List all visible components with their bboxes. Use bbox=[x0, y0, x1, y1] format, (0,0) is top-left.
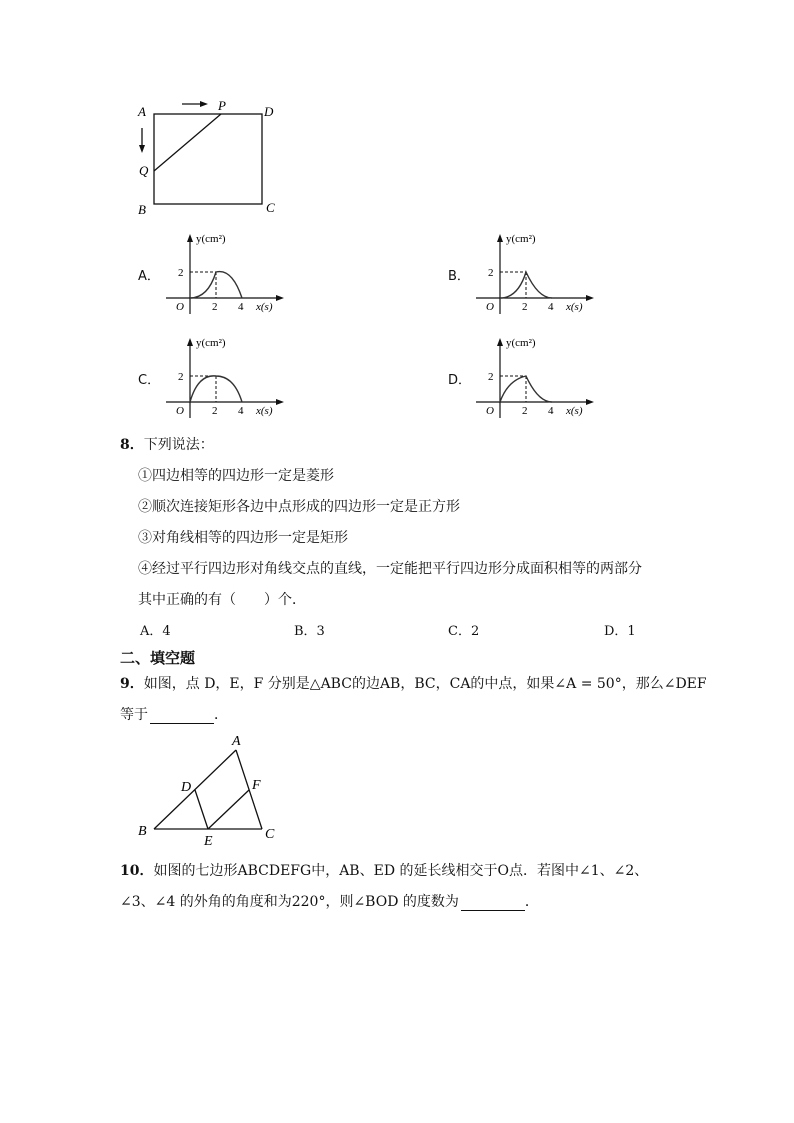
q8-choice-a: A．4 bbox=[140, 624, 171, 639]
q8-choice-b: B．3 bbox=[294, 624, 325, 639]
x-axis-label: x(s) bbox=[566, 405, 583, 417]
label-A: A bbox=[232, 734, 241, 749]
q8-item-3: ③对角线相等的四边形一定是矩形 bbox=[138, 530, 348, 546]
graph-svg bbox=[136, 332, 296, 422]
y-tick-2: 2 bbox=[178, 371, 184, 383]
label-C: C bbox=[265, 827, 275, 842]
x-tick-2: 2 bbox=[212, 405, 218, 417]
graph-svg bbox=[446, 332, 606, 422]
q8-stem bbox=[120, 436, 214, 454]
x-axis-arrow bbox=[586, 399, 594, 405]
x-axis-label: x(s) bbox=[566, 301, 583, 313]
label-E: E bbox=[204, 834, 213, 846]
y-axis-label: y(cm²) bbox=[506, 337, 536, 349]
label-A: A bbox=[138, 104, 146, 119]
x-axis-arrow bbox=[276, 295, 284, 301]
label-F: F bbox=[252, 778, 261, 793]
label-D: D bbox=[264, 104, 274, 119]
q10-line1 bbox=[120, 862, 648, 880]
label-B: B bbox=[138, 824, 147, 839]
graph-svg bbox=[446, 228, 606, 318]
q9-number: 9． bbox=[120, 676, 144, 692]
q8-choice-d: D．1 bbox=[604, 624, 636, 639]
x-axis-label: x(s) bbox=[256, 301, 273, 313]
y-axis-label: y(cm²) bbox=[506, 233, 536, 245]
triangle-figure bbox=[132, 730, 292, 846]
q8-choice-c: C．2 bbox=[448, 624, 480, 639]
section-heading: 二、填空题 bbox=[120, 649, 196, 667]
y-tick-2: 2 bbox=[488, 371, 494, 383]
label-C: C bbox=[266, 200, 275, 215]
side-ab bbox=[154, 750, 236, 829]
x-tick-4: 4 bbox=[548, 405, 554, 417]
origin-label: O bbox=[176, 301, 184, 313]
q8-stem-text: 下列说法： bbox=[143, 437, 214, 453]
x-tick-4: 4 bbox=[238, 301, 244, 313]
y-tick-2: 2 bbox=[178, 267, 184, 279]
x-tick-4: 4 bbox=[548, 301, 554, 313]
arrow-right-head bbox=[200, 101, 208, 107]
segment-ef bbox=[208, 790, 249, 829]
q9-end: ． bbox=[214, 707, 228, 723]
x-tick-2: 2 bbox=[212, 301, 218, 313]
segment-pq bbox=[154, 114, 221, 171]
y-axis-arrow bbox=[497, 338, 503, 346]
y-axis-label: y(cm²) bbox=[196, 233, 226, 245]
square-abcd bbox=[154, 114, 262, 204]
y-axis-arrow bbox=[497, 234, 503, 242]
origin-label: O bbox=[486, 405, 494, 417]
q10-line2 bbox=[120, 893, 539, 911]
label-Q: Q bbox=[139, 163, 149, 178]
graph-svg bbox=[136, 228, 296, 318]
origin-label: O bbox=[176, 405, 184, 417]
x-tick-4: 4 bbox=[238, 405, 244, 417]
y-axis-arrow bbox=[187, 338, 193, 346]
label-B: B bbox=[138, 202, 146, 217]
square-figure bbox=[130, 96, 290, 220]
arrow-down-head bbox=[139, 145, 145, 153]
q10-end: ． bbox=[524, 894, 539, 910]
q9-text bbox=[120, 675, 707, 693]
option-letter-a: A． bbox=[138, 269, 160, 284]
q10-text-line2: ∠3、∠4 的外角的角度和为220°，则∠BOD 的度数为 bbox=[120, 894, 459, 910]
x-tick-2: 2 bbox=[522, 405, 528, 417]
x-axis-label: x(s) bbox=[256, 405, 273, 417]
x-axis-arrow bbox=[586, 295, 594, 301]
q8-number: 8． bbox=[120, 437, 144, 453]
q9-text-line1: 如图，点 D，E，F 分别是△ABC的边AB，BC，CA的中点，如果∠A = 50°，那么∠DEF bbox=[143, 676, 707, 692]
q9-answer-blank[interactable] bbox=[150, 709, 214, 724]
x-tick-2: 2 bbox=[522, 301, 528, 313]
q8-question: 其中正确的有（ ）个． bbox=[138, 592, 306, 608]
q8-item-1: ①四边相等的四边形一定是菱形 bbox=[138, 468, 334, 484]
q10-answer-blank[interactable] bbox=[461, 896, 525, 911]
y-axis-arrow bbox=[187, 234, 193, 242]
q10-text-line1: 如图的七边形ABCDEFG中，AB、ED 的延长线相交于O点．若图中∠1、∠2、 bbox=[153, 863, 649, 879]
origin-label: O bbox=[486, 301, 494, 313]
y-tick-2: 2 bbox=[488, 267, 494, 279]
label-D: D bbox=[181, 780, 192, 795]
q9-text-line2: 等于 bbox=[120, 707, 148, 723]
label-P: P bbox=[218, 98, 226, 113]
option-letter-c: C． bbox=[138, 373, 161, 388]
q8-item-2: ②顺次连接矩形各边中点形成的四边形一定是正方形 bbox=[138, 499, 460, 515]
q8-item-4: ④经过平行四边形对角线交点的直线，一定能把平行四边形分成面积相等的两部分 bbox=[138, 561, 642, 577]
option-letter-b: B． bbox=[448, 269, 470, 284]
q10-number: 10． bbox=[120, 863, 154, 879]
segment-de bbox=[195, 790, 208, 829]
x-axis-arrow bbox=[276, 399, 284, 405]
q9-text-2 bbox=[120, 706, 228, 724]
option-letter-d: D． bbox=[448, 373, 472, 388]
y-axis-label: y(cm²) bbox=[196, 337, 226, 349]
